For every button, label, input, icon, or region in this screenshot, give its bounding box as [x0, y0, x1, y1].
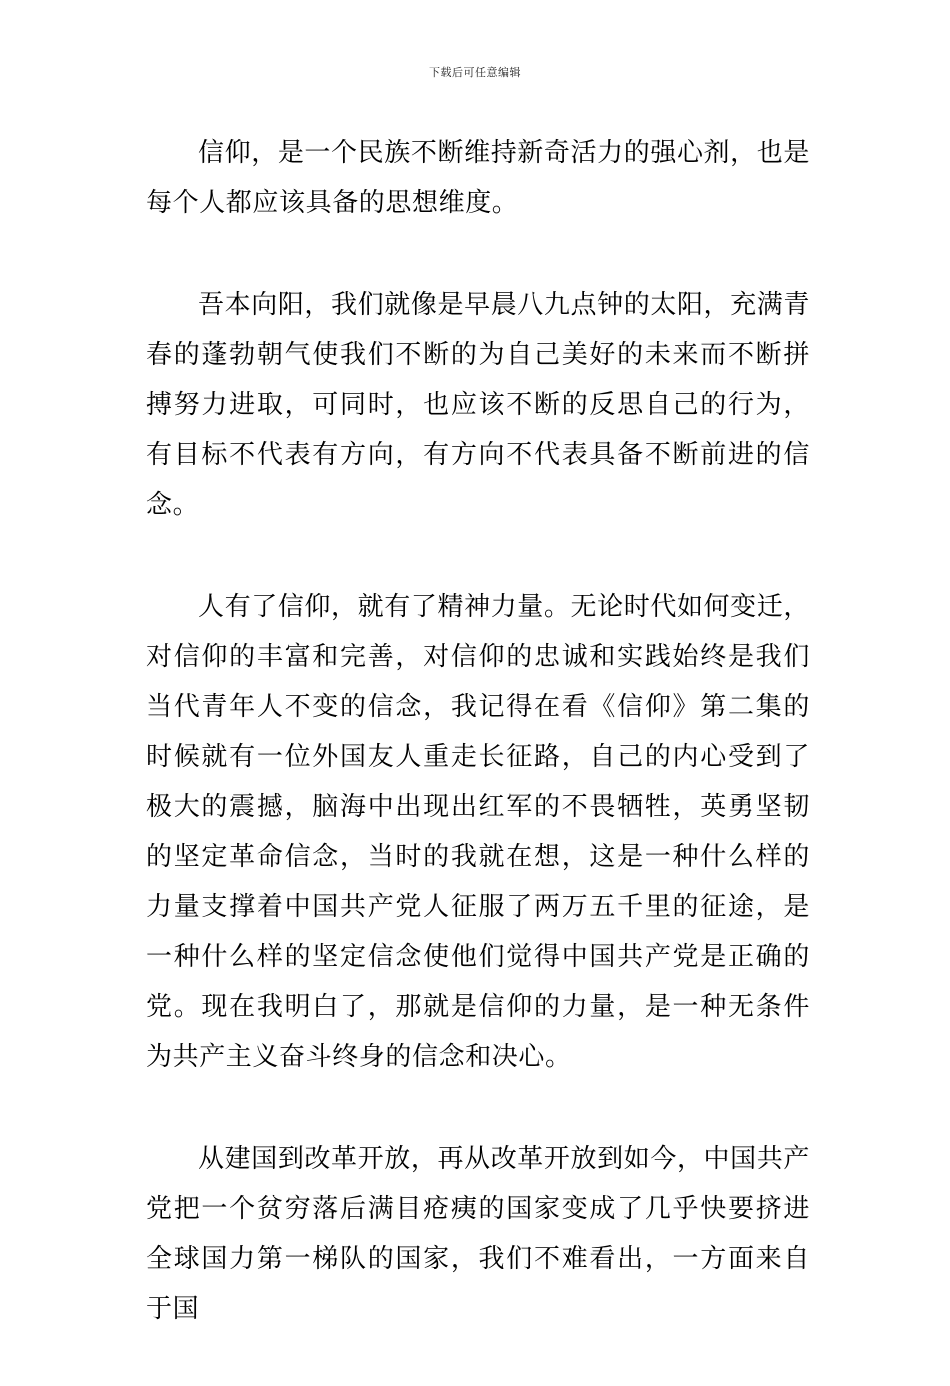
paragraph-3: 人有了信仰，就有了精神力量。无论时代如何变迁，对信仰的丰富和完善，对信仰的忠诚和实践始终是我们当代青年人不变的信念，我记得在看《信仰》第二集的时候就有一位外国友人重走长征路，自己的内心受到了极大的震撼，脑海中出现出红军的不畏牺牲，英勇坚韧的坚定革命信念，当时的我就在想，这是一种什么样的力量支撑着中国共产党人征服了两万五千里的征途，是一种什么样的坚定信念使他们觉得中国共产党是正确的党。现在我明白了，那就是信仰的力量，是一种无条件为共产主义奋斗终身的信念和决心。 [146, 592, 810, 1072]
paragraph-1: 信仰，是一个民族不断维持新奇活力的强心剂，也是每个人都应该具备的思想维度。 [146, 138, 810, 218]
paragraph-4: 从建国到改革开放，再从改革开放到如今，中国共产党把一个贫穷落后满目疮痍的国家变成了几乎快要挤进全球国力第一梯队的国家，我们不难看出，一方面来自于国 [146, 1144, 810, 1324]
page-header: 下载后可任意编辑 [429, 66, 521, 79]
document-body [146, 128, 810, 1386]
paragraph-2: 吾本向阳，我们就像是早晨八九点钟的太阳，充满青春的蓬勃朝气使我们不断的为自己美好的未来而不断拼搏努力进取，可同时，也应该不断的反思自己的行为，有目标不代表有方向，有方向不代表具备不断前进的信念。 [146, 290, 810, 520]
